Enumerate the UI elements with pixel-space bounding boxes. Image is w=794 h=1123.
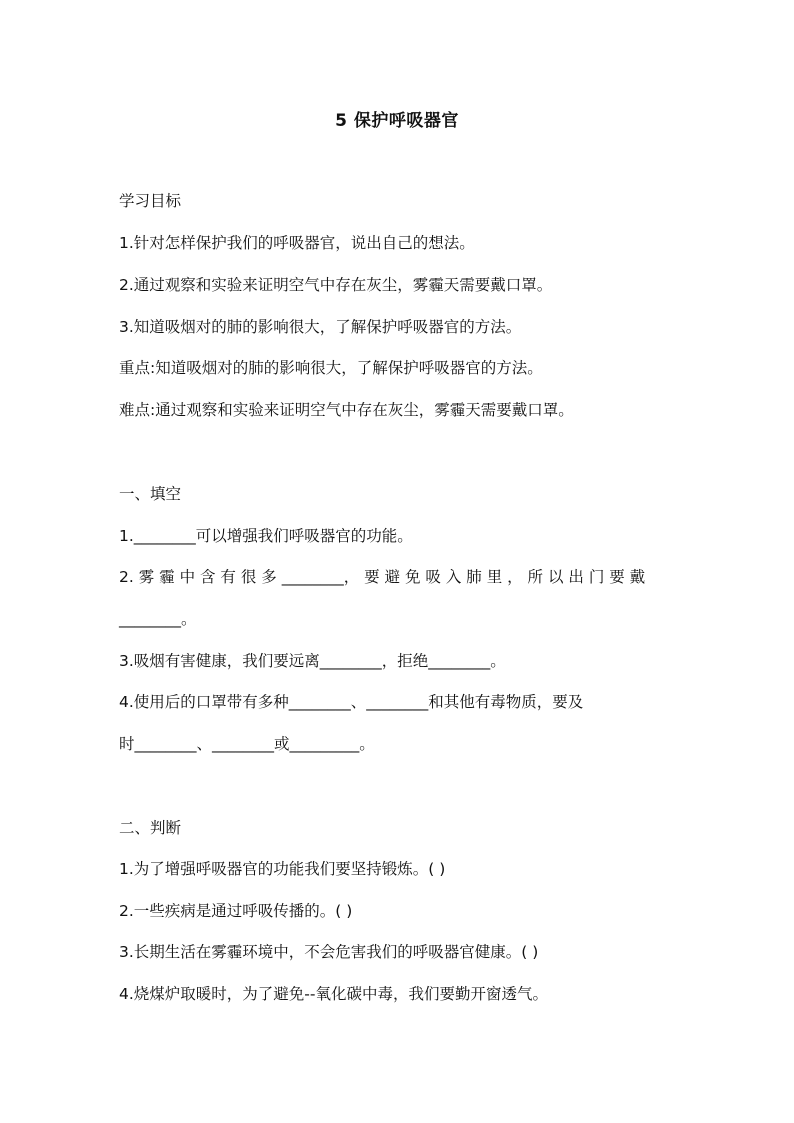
judgment-heading: 二、判断 [119,819,182,837]
objective-item-1: 1.针对怎样保护我们的呼吸器官，说出自己的想法。 [119,234,475,252]
fill-blank-question-2-line-2: ________。 [119,610,197,628]
fill-blank-question-4-line-2: 时________、________或_________。 [119,735,375,753]
judgment-question-1: 1.为了增强呼吸器官的功能我们要坚持锻炼。( ) [119,860,446,878]
fill-blank-question-2-line-1: 2. 雾 霾 中 含 有 很 多 ________， 要 避 免 吸 入 肺 里 ， 所 以 出 门 要 戴 [119,568,646,586]
fill-blank-question-3: 3.吸烟有害健康，我们要远离________，拒绝________。 [119,652,506,670]
objective-item-2: 2.通过观察和实验来证明空气中存在灰尘，雾霾天需要戴口罩。 [119,276,553,294]
objectives-heading: 学习目标 [119,192,182,210]
difficulty-point: 难点:通过观察和实验来证明空气中存在灰尘，雾霾天需要戴口罩。 [119,401,574,419]
judgment-question-4: 4.烧煤炉取暖时，为了避免--氧化碳中毒，我们要勤开窗透气。 [119,985,548,1003]
fill-blank-question-1: 1.________可以增强我们呼吸器官的功能。 [119,527,413,545]
fill-blank-heading: 一、填空 [119,485,182,503]
fill-blank-question-4-line-1: 4.使用后的口罩带有多种________、________和其他有毒物质，要及 [119,693,584,711]
document-title: 5 保护呼吸器官 [335,111,459,131]
key-point: 重点:知道吸烟对的肺的影响很大，了解保护呼吸器官的方法。 [119,359,543,377]
judgment-question-3: 3.长期生活在雾霾环境中，不会危害我们的呼吸器官健康。( ) [119,943,539,961]
objective-item-3: 3.知道吸烟对的肺的影响很大，了解保护呼吸器官的方法。 [119,318,522,336]
judgment-question-2: 2.一些疾病是通过呼吸传播的。( ) [119,902,353,920]
